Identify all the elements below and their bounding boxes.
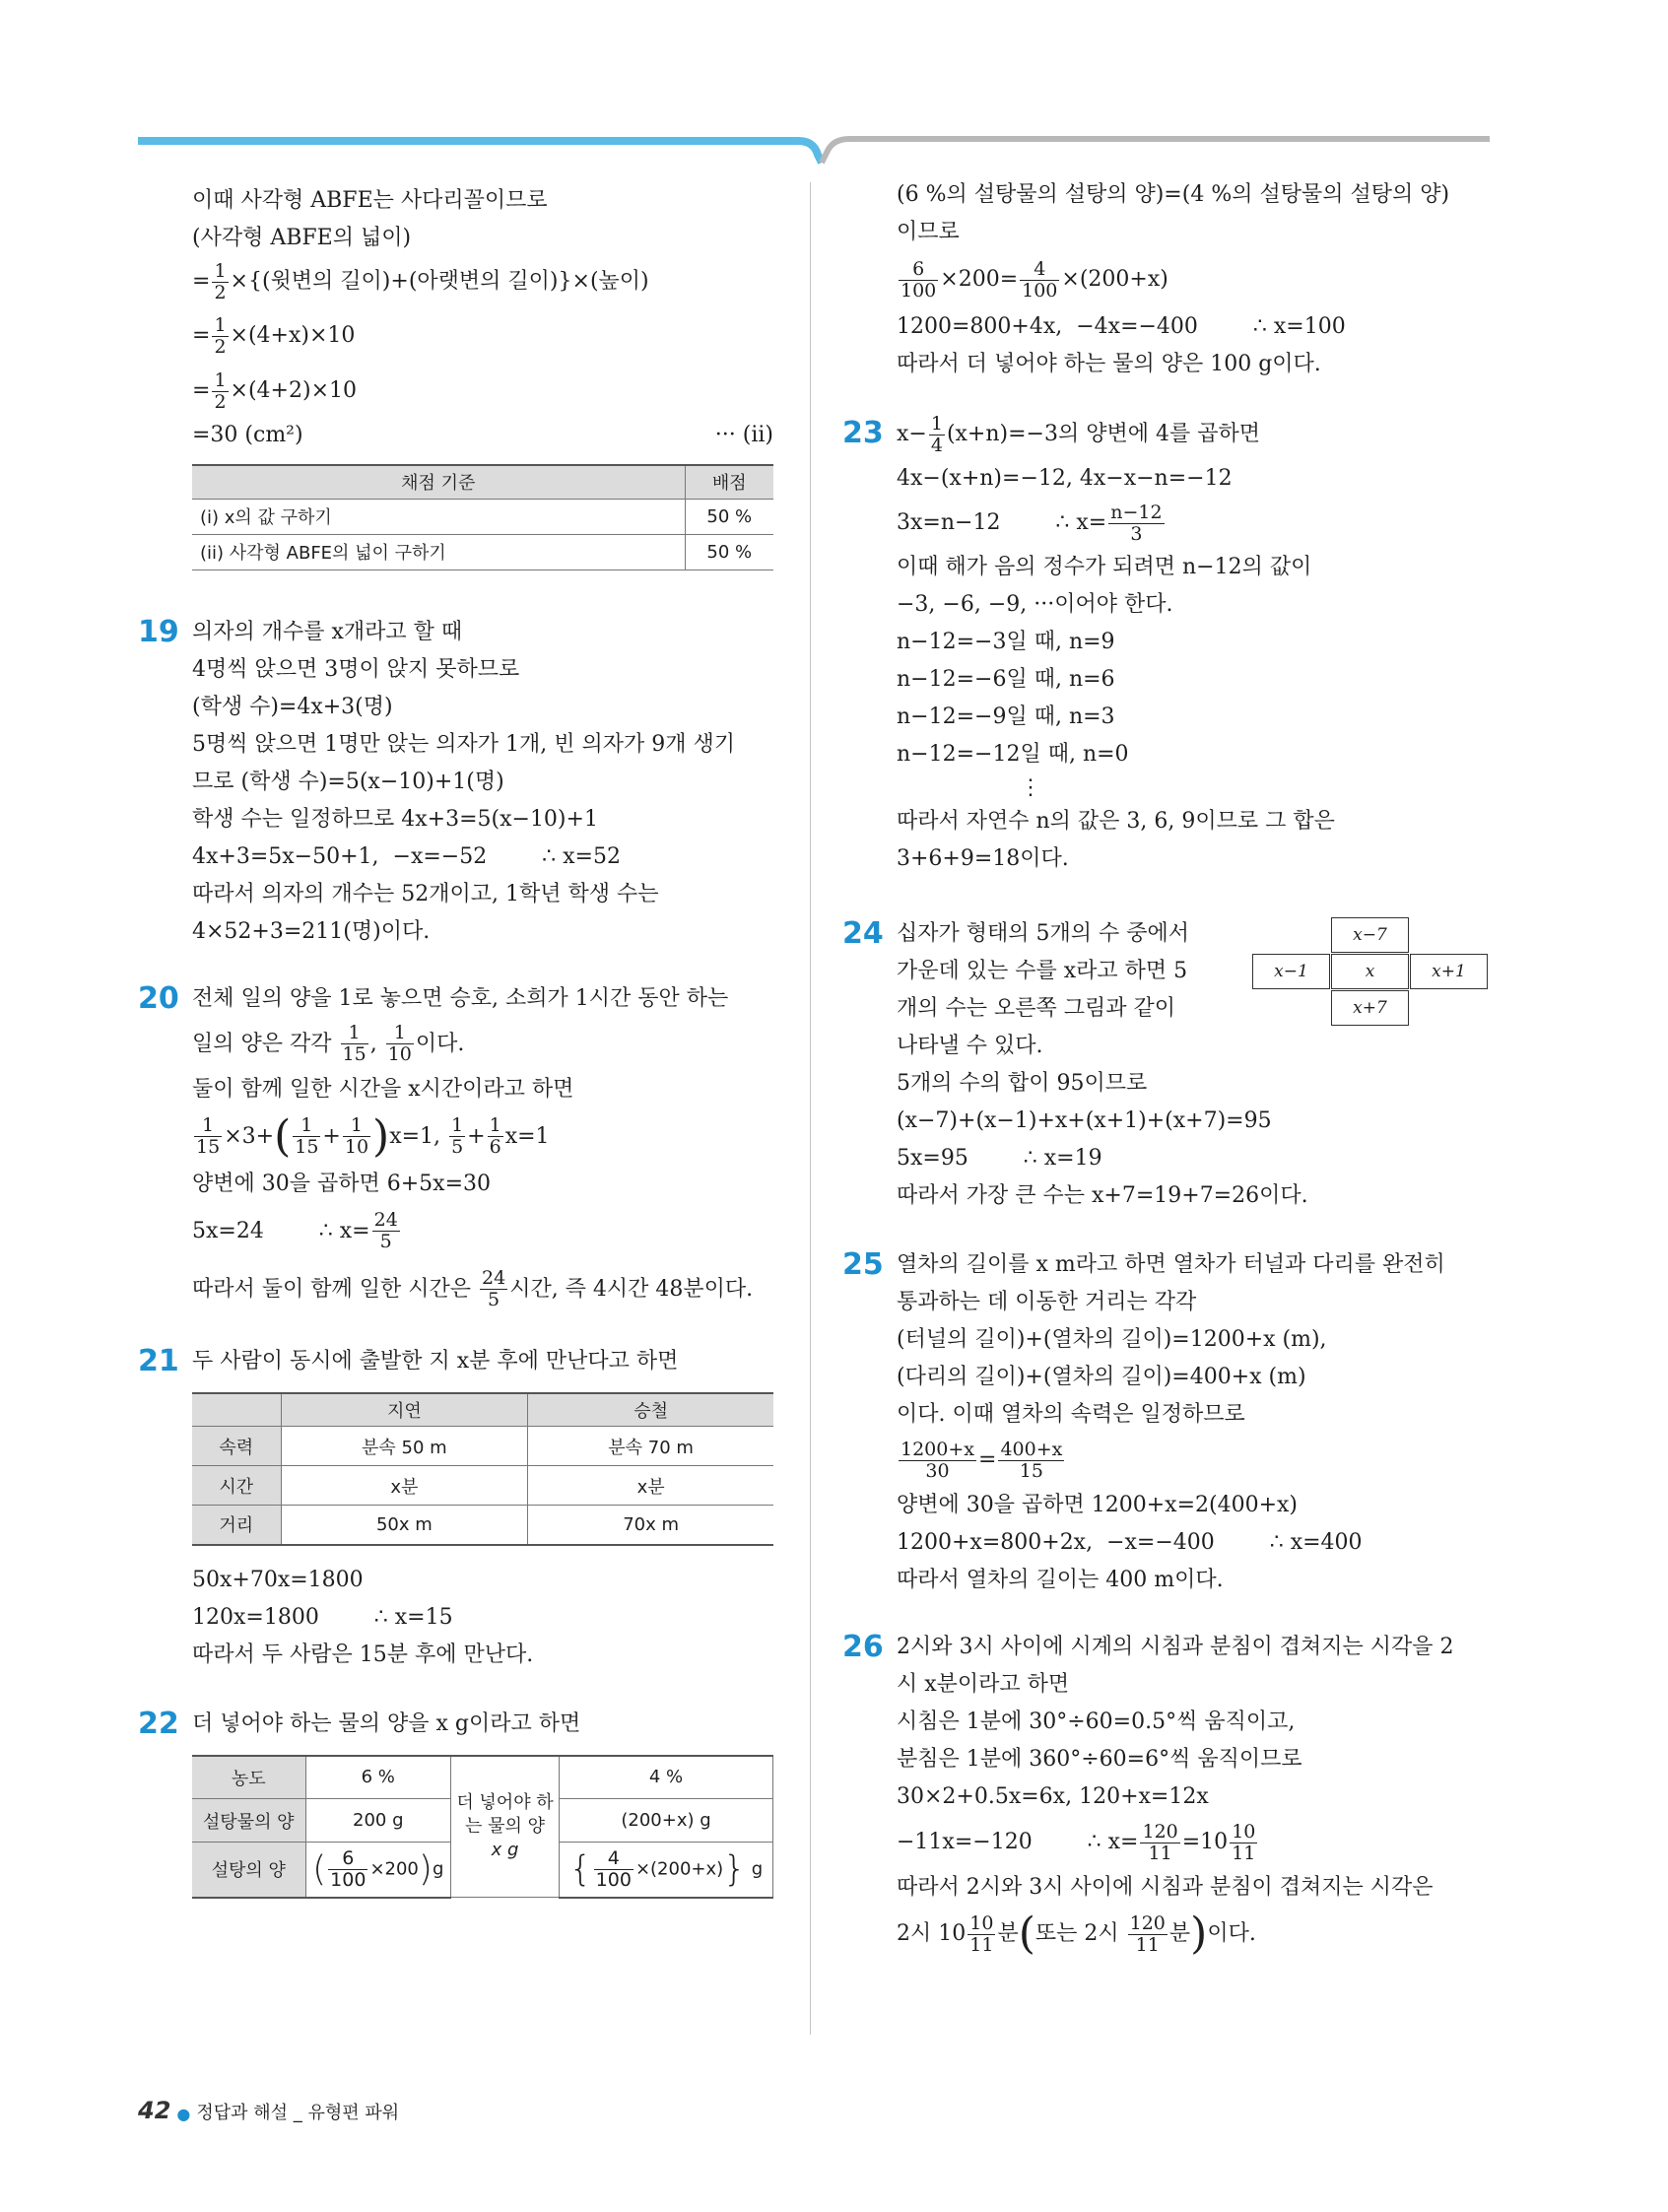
text-line: 시침은 1분에 30°÷60=0.5°씩 움직이고, (897, 1709, 1296, 1734)
text-line: 학생 수는 일정하므로 4x+3=5(x−10)+1 (192, 806, 598, 832)
text-line: (6 %의 설탕물의 설탕의 양)=(4 %의 설탕물의 설탕의 양) (897, 182, 1450, 207)
text-line: −3, −6, −9, ···이어야 한다. (897, 592, 1173, 617)
text-line: 따라서 두 사람은 15분 후에 만난다. (192, 1642, 534, 1667)
grading-header-score: 배점 (685, 465, 773, 499)
text-fragment: (x+n)=−3의 양변에 4를 곱하면 (946, 422, 1260, 446)
table-cell: 50x m (281, 1506, 528, 1545)
intro-line-6 (192, 417, 773, 454)
text-line: (터널의 길이)+(열차의 길이)=1200+x (m), (897, 1327, 1327, 1352)
merged-value: x g (491, 1839, 519, 1860)
text-fragment: x=1 (504, 1123, 550, 1149)
table-corner (192, 1393, 281, 1427)
text-fragment: 시간, 즉 4시간 48분이다. (509, 1276, 754, 1302)
text-line: 나타낼 수 있다. (897, 1034, 1043, 1058)
cross-cell-center: x (1331, 954, 1409, 989)
text-fragment: 이다. (1207, 1921, 1256, 1946)
equation-line: −11x=−120 ∴ x= $\frac{120}{11}$ =10 $\frac{10}{11}$ (897, 1820, 1256, 1864)
text-fragment: x=1, (389, 1123, 441, 1149)
merged-label: 더 넣어야 하는 물의 양 (456, 1791, 554, 1837)
right-column (842, 182, 1493, 1962)
text-line: 따라서 자연수 n의 값은 3, 6, 9이므로 그 합은 (897, 809, 1335, 834)
problem-23 (842, 409, 1493, 878)
text-line: 5개의 수의 합이 95이므로 (897, 1071, 1148, 1096)
row-header: 농도 (192, 1756, 305, 1799)
text-line: 일의 양은 각각 $\frac{1}{15}$ , $\frac{1}{10}$ 이다. (192, 1022, 465, 1065)
text-line: 이므로 (897, 220, 960, 244)
sugar-table (192, 1755, 773, 1899)
area-result: =30 (cm²) (192, 423, 303, 447)
problem-24 (842, 915, 1493, 1215)
text-fragment: 5x=24 ∴ x= (192, 1218, 370, 1243)
equation-line: $\frac{6}{100}$ ×200= $\frac{4}{100}$ ×(200+x) (901, 257, 1168, 302)
text-line: 열차의 길이를 x m라고 하면 열차가 터널과 다리를 완전히 (897, 1252, 1445, 1277)
text-line: 5명씩 앉으면 1명만 앉는 의자가 1개, 빈 의자가 9개 생기 (192, 731, 735, 757)
grading-row-1-label: (i) x의 값 구하기 (192, 499, 685, 534)
footer-text: 정답과 해설 _ 유형편 파워 (196, 2103, 400, 2123)
intro-expr-x: (4+x)×10 (247, 323, 356, 348)
row-header: 설탕물의 양 (192, 1799, 305, 1843)
text-line: 므로 (학생 수)=5(x−10)+1(명) (192, 769, 504, 794)
text-line: 의자의 개수를 x개라고 할 때 (192, 619, 463, 644)
cross-cell-right: x+1 (1410, 954, 1488, 989)
text-line: 둘이 함께 일한 시간을 x시간이라고 하면 (192, 1076, 574, 1102)
text-line: 4x−(x+n)=−12, 4x−x−n=−12 (897, 466, 1233, 491)
table-cell: { $\frac{4}{100}$ ×(200+x)} g (560, 1843, 773, 1898)
text-line: n−12=−9일 때, n=3 (897, 704, 1115, 729)
page-footer (138, 2097, 399, 2124)
table-cell: 6 % (305, 1756, 451, 1799)
text-line: 통과하는 데 이동한 거리는 각각 (897, 1290, 1197, 1314)
text-line: n−12=−6일 때, n=6 (897, 667, 1115, 692)
text-fragment: ×200 (369, 1858, 419, 1880)
grading-row-1-score: 50 % (685, 499, 773, 534)
text-fragment: 따라서 둘이 함께 일한 시간은 (192, 1276, 471, 1302)
cross-cell-left: x−1 (1252, 954, 1330, 989)
intro-line-3: = $\frac{1}{2}$ ×{(윗변의 길이)+(아랫변의 길이)}×(높이) (192, 259, 649, 303)
text-line: (학생 수)=4x+3(명) (192, 694, 393, 719)
table-cell: 70x m (528, 1506, 773, 1545)
intro-expr-2: (4+2)×10 (247, 378, 357, 403)
cross-cell-bottom: x+7 (1331, 990, 1409, 1026)
table-cell: (200+x) g (560, 1799, 773, 1843)
problem-number: 19 (138, 614, 179, 649)
text-line: 30×2+0.5x=6x, 120+x=12x (897, 1784, 1209, 1809)
text-line: 4×52+3=211(명)이다. (192, 918, 431, 944)
equation-line: x− $\frac{1}{4}$ (x+n)=−3의 양변에 4를 곱하면 (897, 412, 1260, 456)
equation-line: 3x=n−12 ∴ x= $\frac{n-12}{3}$ (897, 501, 1163, 545)
text-line: 가운데 있는 수를 x라고 하면 5 (897, 959, 1188, 983)
intro-line-5: = $\frac{1}{2}$ ×(4+2)×10 (192, 369, 357, 413)
text-line: 따라서 둘이 함께 일한 시간은 $\frac{24}{5}$ 시간, 즉 4시간 48분이다. (192, 1267, 754, 1310)
grading-row-2-label: (ii) 사각형 ABFE의 넓이 구하기 (192, 534, 685, 570)
intro-line-2: (사각형 ABFE의 넓이) (192, 226, 412, 250)
text-line: 더 넣어야 하는 물의 양을 x g이라고 하면 (192, 1710, 581, 1736)
text-line: 분침은 1분에 360°÷60=6°씩 움직이므로 (897, 1747, 1302, 1772)
problem-number: 24 (842, 916, 884, 951)
text-fragment: 일의 양은 각각 (192, 1031, 332, 1056)
text-line: 개의 수는 오른쪽 그림과 같이 (897, 996, 1175, 1021)
text-line: 전체 일의 양을 1로 놓으면 승호, 소희가 1시간 동안 하는 (192, 985, 729, 1011)
text-line: 양변에 30을 곱하면 1200+x=2(400+x) (897, 1493, 1298, 1517)
problem-number: 26 (842, 1630, 884, 1664)
table-cell: ( $\frac{6}{100}$ ×200)g (305, 1843, 451, 1898)
table-header: 지연 (281, 1393, 528, 1427)
text-line: 50x+70x=1800 (192, 1567, 364, 1592)
grading-row-2-score: 50 % (685, 534, 773, 570)
step-mark-ii: ··· (ii) (714, 423, 773, 447)
row-header: 설탕의 양 (192, 1843, 305, 1898)
text-line: 두 사람이 동시에 출발한 지 x분 후에 만난다고 하면 (192, 1348, 679, 1374)
problem-20 (138, 980, 773, 1319)
text-line: (다리의 길이)+(열차의 길이)=400+x (m) (897, 1365, 1306, 1389)
text-fragment: 분 (997, 1921, 1019, 1946)
table-cell-merged (451, 1756, 560, 1898)
text-line: 십자가 형태의 5개의 수 중에서 (897, 921, 1189, 946)
equation-line: 5x=24 ∴ x= $\frac{24}{5}$ (192, 1209, 398, 1252)
text-line: 시 x분이라고 하면 (897, 1672, 1070, 1697)
text-line: 4x+3=5x−50+1, −x=−52 ∴ x=52 (192, 843, 621, 869)
problem-number: 25 (842, 1247, 884, 1282)
speed-table (192, 1392, 773, 1546)
problem-22 (138, 1706, 773, 1899)
table-cell: 4 % (560, 1756, 773, 1799)
text-line: 이다. 이때 열차의 속력은 일정하므로 (897, 1402, 1245, 1427)
text-fragment: 2시 10 (897, 1921, 967, 1946)
cross-cell-top: x−7 (1331, 917, 1409, 953)
text-fragment: ×(200+x) (1061, 267, 1168, 292)
text-fragment: g (432, 1858, 444, 1880)
text-line: 1200+x=800+2x, −x=−400 ∴ x=400 (897, 1530, 1363, 1555)
problem-number: 22 (138, 1706, 179, 1741)
text-line: 5x=95 ∴ x=19 (897, 1146, 1102, 1171)
vertical-ellipsis: ⋮ (1020, 775, 1041, 800)
bullet-icon: ● (176, 2104, 191, 2123)
table-cell: 200 g (305, 1799, 451, 1843)
problem-number: 21 (138, 1343, 179, 1378)
text-line: 양변에 30을 곱하면 6+5x=30 (192, 1171, 492, 1196)
text-line: 따라서 2시와 3시 사이에 시침과 분침이 겹쳐지는 시각은 (897, 1875, 1434, 1900)
table-cell: 분속 70 m (528, 1427, 773, 1466)
text-line: 따라서 가장 큰 수는 x+7=19+7=26이다. (897, 1183, 1308, 1208)
intro-height: (높이) (589, 269, 649, 294)
problem-21 (138, 1343, 773, 1674)
text-line: n−12=−3일 때, n=9 (897, 630, 1115, 654)
table-header: 승철 (528, 1393, 773, 1427)
text-fragment: −11x=−120 ∴ x= (897, 1830, 1139, 1854)
text-fragment: ×(200+x) (634, 1858, 724, 1880)
equation-line: 2시 10 $\frac{10}{11}$ 분(또는 2시 $\frac{120}{11}$ 분)이다. (897, 1909, 1256, 1959)
text-line: 3+6+9=18이다. (897, 846, 1069, 871)
row-header: 속력 (192, 1427, 281, 1466)
page-number: 42 (138, 2097, 171, 2124)
intro-bracket: (윗변의 길이)+(아랫변의 길이) (261, 269, 559, 294)
text-fragment: 이다. (415, 1031, 465, 1056)
problem-26 (842, 1629, 1493, 1962)
table-cell: x분 (281, 1466, 528, 1506)
equation-line: $\frac{1200+x}{30}$ = $\frac{400+x}{15}$ (901, 1438, 1063, 1482)
header-band (0, 135, 1668, 165)
text-line: 이때 해가 음의 정수가 되려면 n−12의 값이 (897, 555, 1312, 579)
text-fragment: 3x=n−12 ∴ x= (897, 510, 1107, 535)
problem-number: 23 (842, 416, 884, 450)
text-fragment: 분 (1168, 1921, 1191, 1946)
text-line: n−12=−12일 때, n=0 (897, 742, 1129, 767)
grading-table (192, 464, 773, 570)
text-line: 따라서 의자의 개수는 52개이고, 1학년 학생 수는 (192, 881, 659, 906)
text-fragment: 또는 2시 (1034, 1921, 1119, 1946)
column-divider (810, 182, 811, 2035)
table-cell: 분속 50 m (281, 1427, 528, 1466)
text-line: (x−7)+(x−1)+x+(x+1)+(x+7)=95 (897, 1108, 1272, 1133)
problem-19 (138, 614, 773, 951)
text-line: 4명씩 앉으면 3명이 앉지 못하므로 (192, 656, 520, 682)
text-fragment: ×200= (940, 267, 1019, 292)
text-line: 따라서 열차의 길이는 400 m이다. (897, 1568, 1224, 1592)
intro-line-4: = $\frac{1}{2}$ ×(4+x)×10 (192, 313, 356, 358)
row-header: 거리 (192, 1506, 281, 1545)
grading-header-criteria: 채점 기준 (192, 465, 685, 499)
text-line: 2시와 3시 사이에 시계의 시침과 분침이 겹쳐지는 시각을 2 (897, 1635, 1454, 1659)
text-line: 1200=800+4x, −4x=−400 ∴ x=100 (897, 314, 1346, 339)
table-cell: x분 (528, 1466, 773, 1506)
equation-line: $\frac{1}{15}$ ×3+( $\frac{1}{15}$ + $\frac{1}{10}$ )x=1, $\frac{1}{5}$ + $\frac{1}{6}$ x=1 (196, 1110, 550, 1162)
text-fragment: g (751, 1858, 764, 1880)
left-column (138, 182, 773, 1899)
problem-number: 20 (138, 980, 179, 1016)
problem-25 (842, 1246, 1493, 1599)
intro-line-1: 이때 사각형 ABFE는 사다리꼴이므로 (192, 188, 548, 213)
row-header: 시간 (192, 1466, 281, 1506)
text-line: 120x=1800 ∴ x=15 (192, 1604, 453, 1630)
text-line: 따라서 더 넣어야 하는 물의 양은 100 g이다. (897, 352, 1321, 376)
